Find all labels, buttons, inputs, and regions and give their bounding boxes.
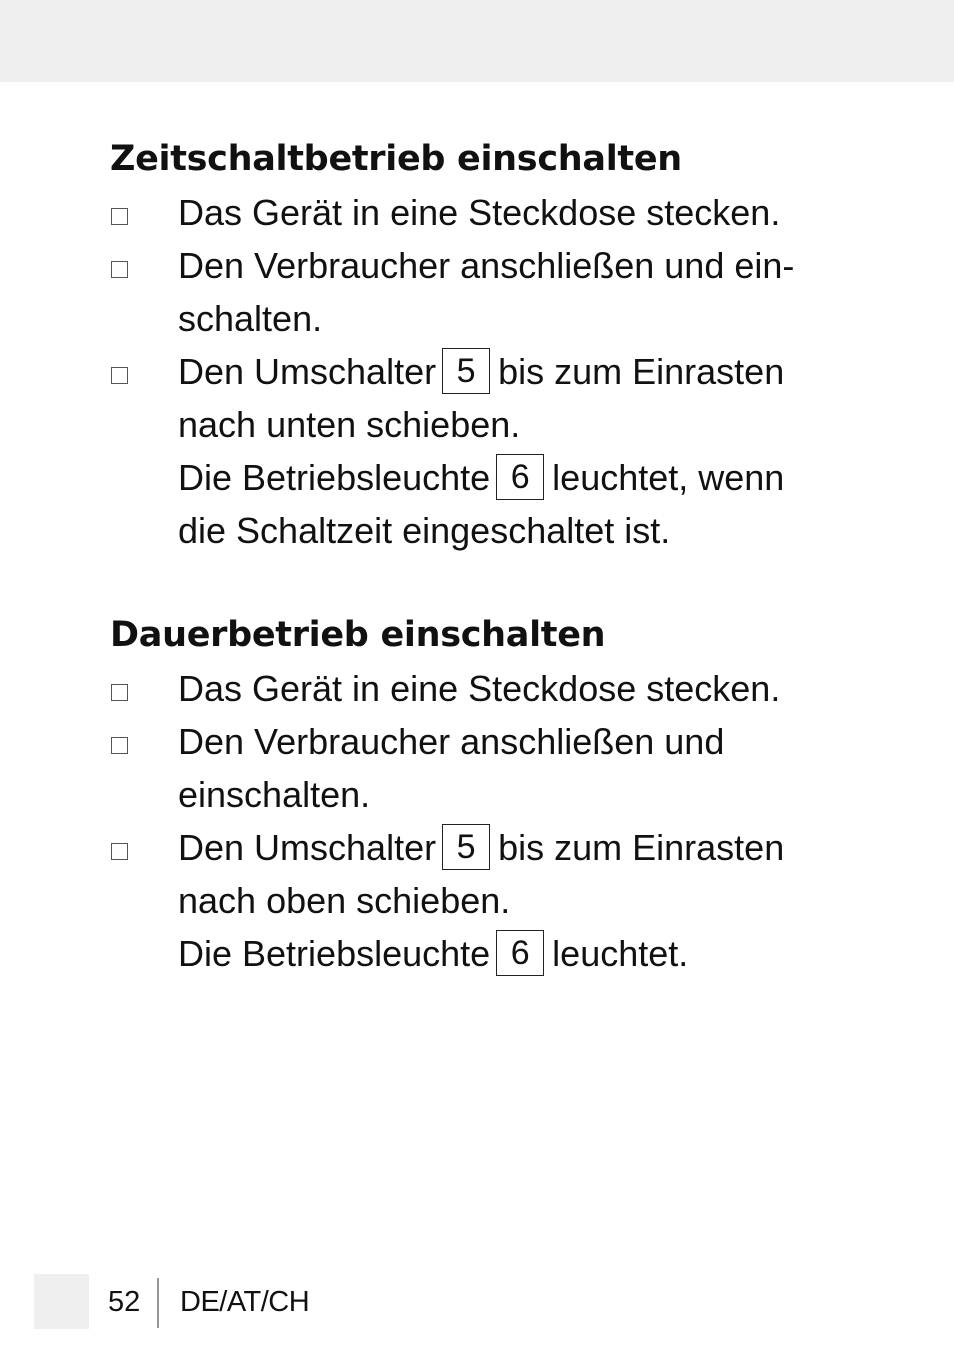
header-band	[0, 0, 954, 82]
step-text: Den Verbraucher anschließen und	[178, 721, 725, 762]
section-heading: Dauerbetrieb einschalten	[110, 615, 606, 655]
step-text: nach oben schieben.	[178, 880, 511, 921]
footer-divider	[157, 1278, 159, 1328]
instruction-step	[110, 186, 870, 239]
step-text: einschalten.	[178, 774, 371, 815]
step-text: leuchtet.	[552, 933, 689, 974]
section-dauerbetrieb	[110, 609, 870, 980]
checkbox-bullet-icon	[111, 367, 128, 384]
step-text: bis zum Einrasten	[498, 827, 785, 868]
part-reference-box: 6	[496, 454, 544, 500]
instruction-step	[110, 239, 870, 345]
locale-label: DE/AT/CH	[180, 1286, 310, 1318]
instruction-step	[110, 345, 870, 557]
part-reference-box: 5	[442, 348, 490, 394]
part-reference-box: 5	[442, 824, 490, 870]
checkbox-bullet-icon	[111, 843, 128, 860]
checkbox-bullet-icon	[111, 261, 128, 278]
step-line	[178, 345, 870, 398]
step-line	[178, 927, 870, 980]
instruction-step	[110, 821, 870, 980]
step-line	[178, 821, 870, 874]
step-text: Das Gerät in eine Steckdose stecken.	[178, 668, 781, 709]
step-text: Den Umschalter	[178, 827, 437, 868]
step-text: bis zum Einrasten	[498, 351, 785, 392]
section-zeitschaltbetrieb	[110, 133, 870, 557]
footer-tab	[34, 1274, 89, 1329]
step-text: leuchtet, wenn	[552, 457, 785, 498]
step-text: Den Verbraucher anschließen und ein-	[178, 245, 795, 286]
part-reference-box: 6	[496, 930, 544, 976]
instruction-step	[110, 715, 870, 821]
step-text: Den Umschalter	[178, 351, 437, 392]
step-text: nach unten schieben.	[178, 404, 521, 445]
section-heading: Zeitschaltbetrieb einschalten	[110, 139, 682, 179]
step-text: Das Gerät in eine Steckdose stecken.	[178, 192, 781, 233]
step-text: die Schaltzeit eingeschaltet ist.	[178, 510, 671, 551]
checkbox-bullet-icon	[111, 208, 128, 225]
checkbox-bullet-icon	[111, 684, 128, 701]
step-text: Die Betriebsleuchte	[178, 457, 491, 498]
checkbox-bullet-icon	[111, 737, 128, 754]
instruction-step	[110, 662, 870, 715]
step-text: schalten.	[178, 298, 323, 339]
step-text: Die Betriebsleuchte	[178, 933, 491, 974]
page-number: 52	[108, 1286, 141, 1318]
step-line	[178, 451, 870, 504]
